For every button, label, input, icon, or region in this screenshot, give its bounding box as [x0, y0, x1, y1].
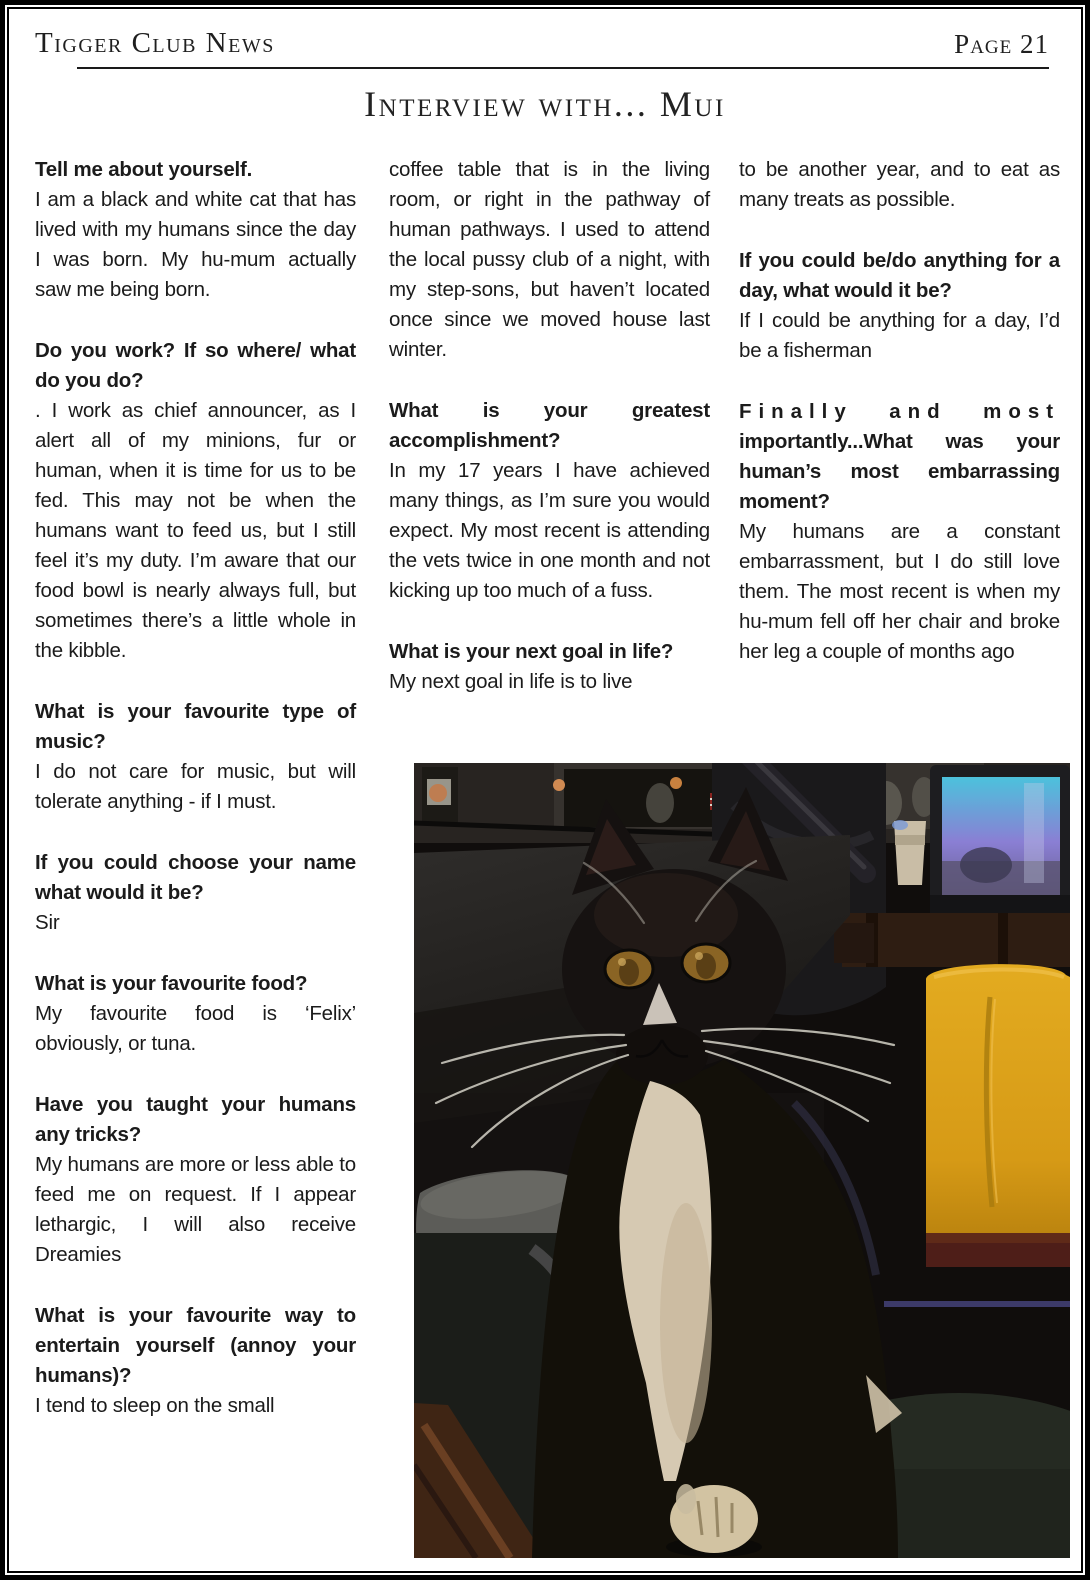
answer: My next goal in life is to live — [389, 670, 633, 693]
question: Have you taught your humans any tricks? — [35, 1093, 356, 1146]
qa-block — [739, 155, 1060, 215]
question: What is your favourite food? — [35, 972, 308, 995]
answer: I am a black and white cat that has lived with my humans since the day I was born. My hu-mum actually saw me being born. — [35, 188, 356, 301]
question: Tell me about yourself. — [35, 158, 253, 181]
qa-block — [35, 155, 356, 305]
question-line1: Finally and most — [739, 400, 1060, 423]
answer-continuation: coffee table that is in the living room, or right in the pathway of human pathways. I used to attend the local pussy club of a night, with my step-sons, but haven’t located once since we moved house last winter. — [389, 158, 710, 361]
question: What is your favourite type of music? — [35, 700, 356, 753]
masthead: Tigger Club News — [35, 27, 275, 59]
question: What is your greatest accomplishment? — [389, 399, 710, 452]
qa-block — [35, 697, 356, 817]
qa-block — [389, 637, 710, 697]
answer-continuation: to be another year, and to eat as many treats as possible. — [739, 158, 1060, 211]
answer: Sir — [35, 911, 60, 934]
answer: I tend to sleep on the small — [35, 1394, 275, 1417]
answer: . I work as chief announcer, as I alert all of my minions, fur or human, when it is time for us to be fed. This may not be when the humans want to feed us, but I still feel it’s my duty. I’m aware that our food bowl is nearly always full, but sometimes there’s a little whole in the kibble. — [35, 399, 356, 662]
question: What is your next goal in life? — [389, 640, 674, 663]
qa-block — [739, 246, 1060, 366]
question: If you could choose your name what would it be? — [35, 851, 356, 904]
column-3 — [739, 155, 1060, 667]
page-number: Page 21 — [954, 29, 1049, 59]
question: If you could be/do anything for a day, what would it be? — [739, 249, 1060, 302]
question-rest: importantly...What was your human’s most embarrassing moment? — [739, 430, 1060, 513]
qa-block — [35, 848, 356, 938]
light-streak — [884, 1301, 1070, 1307]
cat-photo-illustration — [414, 763, 1070, 1558]
qa-block — [389, 155, 710, 365]
yellow-chair — [926, 964, 1070, 1267]
article-title: Interview with... Mui — [364, 84, 726, 124]
qa-block — [739, 397, 1060, 667]
cat-photo — [414, 763, 1070, 1558]
column-2 — [389, 155, 710, 697]
question: Do you work? If so where/ what do you do? — [35, 339, 356, 392]
answer: My humans are more or less able to feed me on request. If I appear lethargic, I will also receive Dreamies — [35, 1153, 356, 1266]
header-divider — [77, 67, 1049, 69]
qa-block — [35, 969, 356, 1059]
column-1 — [35, 155, 356, 1421]
qa-block — [389, 396, 710, 606]
question: What is your favourite way to entertain yourself (annoy your humans)? — [35, 1304, 356, 1387]
tv — [930, 765, 1070, 913]
answer: If I could be anything for a day, I’d be a fisherman — [739, 309, 1060, 362]
answer: In my 17 years I have achieved many things, as I’m sure you would expect. My most recent is attending the vets twice in one month and not kicking up too much of a fuss. — [389, 459, 710, 602]
answer: My humans are a constant embarrassment, but I do still love them. The most recent is when my hu-mum fell off her chair and broke her leg a couple of months ago — [739, 520, 1060, 663]
question — [739, 397, 1060, 517]
answer: My favourite food is ‘Felix’ obviously, or tuna. — [35, 1002, 356, 1055]
qa-block — [35, 1090, 356, 1270]
answer: I do not care for music, but will tolerate anything - if I must. — [35, 760, 356, 813]
qa-block — [35, 1301, 356, 1421]
qa-block — [35, 336, 356, 666]
tv-stand — [834, 913, 1070, 967]
